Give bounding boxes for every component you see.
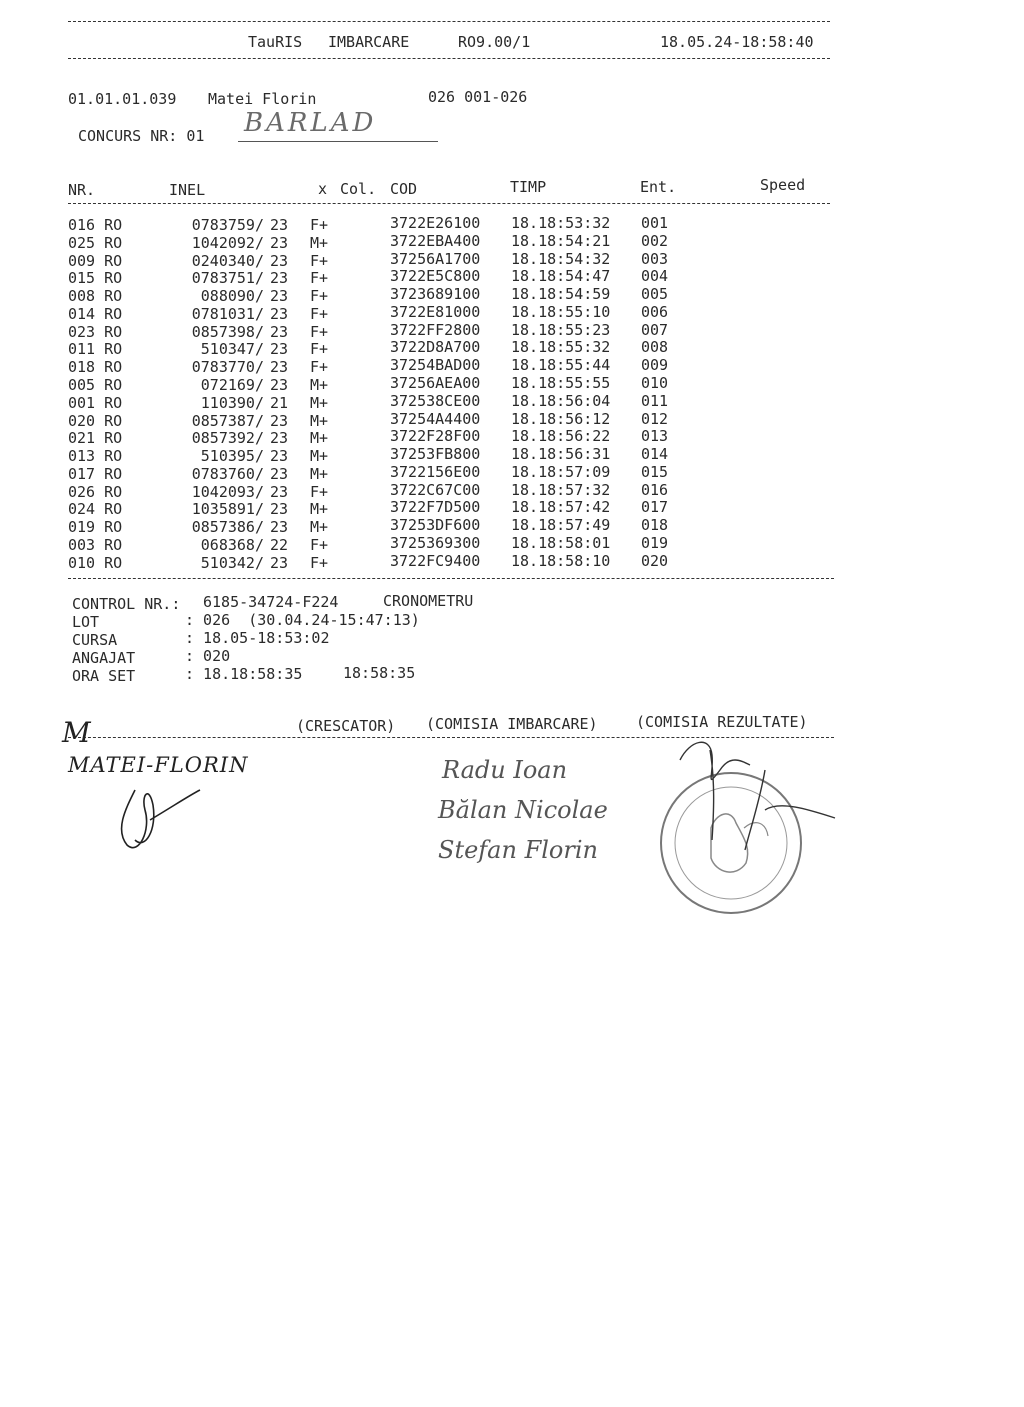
cell-cod: 3725369300 <box>390 534 481 553</box>
cell-year: 23 <box>270 233 289 252</box>
col-header-x: x <box>318 180 328 198</box>
cursa-label: CURSA <box>72 631 118 649</box>
top-rule-2 <box>68 58 830 59</box>
cell-nr: 008 RO <box>68 287 123 306</box>
cell-sex: M+ <box>310 233 329 252</box>
owner-signature-scribble <box>105 770 225 860</box>
cell-inel: 0240340/ <box>191 251 264 270</box>
cell-year: 23 <box>270 464 289 483</box>
cell-ent: 019 <box>641 534 669 553</box>
col-header-timp: TIMP <box>510 178 547 196</box>
report-code: RO9.00/1 <box>458 33 531 51</box>
cell-ent: 016 <box>641 480 669 499</box>
cell-timp: 18.18:55:32 <box>511 338 611 357</box>
cell-sex: M+ <box>310 411 329 430</box>
cell-nr: 011 RO <box>68 340 123 359</box>
cell-cod: 3722C67C00 <box>390 480 481 499</box>
cell-sex: F+ <box>310 287 329 306</box>
cell-inel: 088090/ <box>200 287 264 306</box>
committee-signature-scribble <box>670 730 850 900</box>
lot-label: LOT <box>72 613 100 631</box>
contest-place-handwritten: BARLAD <box>244 108 377 138</box>
cell-timp: 18.18:54:32 <box>511 249 611 268</box>
cell-inel: 0857386/ <box>191 518 264 537</box>
col-header-cod: COD <box>390 180 418 198</box>
cell-sex: F+ <box>310 304 329 323</box>
cell-ent: 004 <box>641 267 669 286</box>
cell-year: 23 <box>270 429 289 448</box>
cell-ent: 011 <box>641 391 669 410</box>
cell-nr: 001 RO <box>68 393 123 412</box>
cell-inel: 0857392/ <box>191 429 264 448</box>
cell-sex: F+ <box>310 251 329 270</box>
cell-timp: 18.18:57:09 <box>511 462 611 481</box>
cell-timp: 18.18:58:01 <box>511 534 611 553</box>
control-label: CONTROL NR.: <box>72 595 181 613</box>
table-bottom-rule <box>68 578 834 579</box>
cell-nr: 025 RO <box>68 233 123 252</box>
cell-year: 22 <box>270 536 289 555</box>
label-crescator: (CRESCATOR) <box>296 717 396 735</box>
cell-inel: 510395/ <box>200 447 264 466</box>
cell-cod: 3722F28F00 <box>390 427 481 446</box>
cell-year: 23 <box>270 304 289 323</box>
cell-timp: 18.18:56:31 <box>511 445 611 464</box>
cell-nr: 019 RO <box>68 518 123 537</box>
cell-nr: 003 RO <box>68 536 123 555</box>
cell-inel: 510347/ <box>200 340 264 359</box>
cell-ent: 007 <box>641 320 669 339</box>
cell-timp: 18.18:54:47 <box>511 267 611 286</box>
cell-inel: 1042093/ <box>191 482 264 501</box>
ora-set-label: ORA SET <box>72 667 136 685</box>
cell-year: 23 <box>270 482 289 501</box>
cell-nr: 014 RO <box>68 304 123 323</box>
cell-ent: 015 <box>641 462 669 481</box>
col-header-col: Col. <box>340 180 377 198</box>
owner-id: 01.01.01.039 <box>68 90 177 108</box>
cell-timp: 18.18:54:21 <box>511 231 611 250</box>
col-header-speed: Speed <box>760 176 806 194</box>
committee-name-2: Bălan Nicolae <box>438 796 608 824</box>
ora-set-value-2: 18:58:35 <box>343 664 416 682</box>
cell-cod: 37254BAD00 <box>390 356 481 375</box>
cell-cod: 37256A1700 <box>390 249 481 268</box>
cell-timp: 18.18:55:10 <box>511 302 611 321</box>
cell-cod: 372538CE00 <box>390 391 481 410</box>
contest-place-underline <box>238 141 438 142</box>
label-comisia-rezultate: (COMISIA REZULTATE) <box>636 713 808 731</box>
cell-inel: 110390/ <box>200 393 264 412</box>
cell-timp: 18.18:56:22 <box>511 427 611 446</box>
cell-cod: 3722FC9400 <box>390 551 481 570</box>
report-system: TauRIS <box>248 33 303 51</box>
cell-ent: 008 <box>641 338 669 357</box>
cell-sex: M+ <box>310 447 329 466</box>
cell-ent: 009 <box>641 356 669 375</box>
cell-cod: 37254A4400 <box>390 409 481 428</box>
cell-ent: 006 <box>641 302 669 321</box>
cell-year: 23 <box>270 322 289 341</box>
cell-ent: 017 <box>641 498 669 517</box>
cell-inel: 0781031/ <box>191 304 264 323</box>
cell-sex: F+ <box>310 216 329 234</box>
cell-inel: 0857387/ <box>191 411 264 430</box>
cell-inel: 0783770/ <box>191 358 264 377</box>
cell-year: 23 <box>270 251 289 270</box>
cell-cod: 3722E5C800 <box>390 267 481 286</box>
cell-year: 23 <box>270 287 289 306</box>
cell-timp: 18.18:57:32 <box>511 480 611 499</box>
cell-cod: 3722E26100 <box>390 214 481 232</box>
cell-nr: 013 RO <box>68 447 123 466</box>
report-printed-at: 18.05.24-18:58:40 <box>660 33 814 51</box>
cell-ent: 001 <box>641 214 669 232</box>
contest-label: CONCURS NR: 01 <box>78 127 205 145</box>
cell-sex: F+ <box>310 340 329 359</box>
cell-sex: M+ <box>310 376 329 395</box>
col-header-inel: INEL <box>169 181 206 199</box>
cell-nr: 009 RO <box>68 251 123 270</box>
cell-ent: 002 <box>641 231 669 250</box>
cell-ent: 010 <box>641 374 669 393</box>
cell-nr: 010 RO <box>68 553 123 572</box>
cell-nr: 005 RO <box>68 376 123 395</box>
owner-range: 026 001-026 <box>428 88 528 106</box>
cell-nr: 020 RO <box>68 411 123 430</box>
cell-ent: 014 <box>641 445 669 464</box>
cell-nr: 023 RO <box>68 322 123 341</box>
cell-year: 23 <box>270 553 289 572</box>
cell-cod: 3722F7D500 <box>390 498 481 517</box>
cell-inel: 1042092/ <box>191 233 264 252</box>
cell-year: 23 <box>270 447 289 466</box>
cell-timp: 18.18:55:23 <box>511 320 611 339</box>
cell-sex: M+ <box>310 429 329 448</box>
lot-value: : 026 (30.04.24-15:47:13) <box>185 611 420 629</box>
cell-sex: F+ <box>310 358 329 377</box>
top-rule-1 <box>68 21 830 22</box>
owner-initial-handwritten: M <box>62 716 91 749</box>
committee-name-3: Stefan Florin <box>438 836 598 864</box>
cell-timp: 18.18:54:59 <box>511 285 611 304</box>
cell-ent: 005 <box>641 285 669 304</box>
cell-sex: M+ <box>310 500 329 519</box>
cell-timp: 18.18:57:42 <box>511 498 611 517</box>
cell-cod: 3723689100 <box>390 285 481 304</box>
cell-ent: 018 <box>641 516 669 535</box>
cell-year: 23 <box>270 500 289 519</box>
cell-sex: F+ <box>310 269 329 288</box>
cursa-value: : 18.05-18:53:02 <box>185 629 330 647</box>
cell-cod: 3722EBA400 <box>390 231 481 250</box>
owner-name: Matei Florin <box>208 90 317 108</box>
cell-inel: 068368/ <box>200 536 264 555</box>
cell-timp: 18.18:55:44 <box>511 356 611 375</box>
cell-sex: M+ <box>310 464 329 483</box>
cell-sex: M+ <box>310 518 329 537</box>
cell-sex: F+ <box>310 553 329 572</box>
control-value: 6185-34724-F224 <box>203 593 339 611</box>
cell-cod: 3722D8A700 <box>390 338 481 357</box>
cell-inel: 1035891/ <box>191 500 264 519</box>
cell-year: 21 <box>270 393 289 412</box>
cell-ent: 003 <box>641 249 669 268</box>
cell-inel: 0783760/ <box>191 464 264 483</box>
cell-year: 23 <box>270 411 289 430</box>
cell-year: 23 <box>270 376 289 395</box>
cell-nr: 024 RO <box>68 500 123 519</box>
cell-year: 23 <box>270 340 289 359</box>
cell-nr: 021 RO <box>68 429 123 448</box>
cell-year: 23 <box>270 358 289 377</box>
cell-sex: M+ <box>310 393 329 412</box>
cell-cod: 37256AEA00 <box>390 374 481 393</box>
header-rule <box>68 203 830 204</box>
report-mode: IMBARCARE <box>328 33 410 51</box>
cell-inel: 510342/ <box>200 553 264 572</box>
cell-sex: F+ <box>310 322 329 341</box>
cell-inel: 0857398/ <box>191 322 264 341</box>
cell-sex: F+ <box>310 482 329 501</box>
cell-ent: 013 <box>641 427 669 446</box>
cell-cod: 3722156E00 <box>390 462 481 481</box>
angajat-label: ANGAJAT <box>72 649 136 667</box>
cell-inel: 0783751/ <box>191 269 264 288</box>
cell-cod: 3722FF2800 <box>390 320 481 339</box>
cell-inel: 0783759/ <box>191 216 264 234</box>
cell-cod: 37253DF600 <box>390 516 481 535</box>
cell-inel: 072169/ <box>200 376 264 395</box>
cell-timp: 18.18:58:10 <box>511 551 611 570</box>
cell-timp: 18.18:53:32 <box>511 214 611 232</box>
cell-nr: 017 RO <box>68 464 123 483</box>
col-header-ent: Ent. <box>640 178 677 196</box>
cell-nr: 016 RO <box>68 216 123 234</box>
cell-sex: F+ <box>310 536 329 555</box>
cell-timp: 18.18:56:12 <box>511 409 611 428</box>
ora-set-value: : 18.18:58:35 <box>185 665 303 683</box>
committee-name-1: Radu Ioan <box>442 756 568 784</box>
cronometru-label: CRONOMETRU <box>383 592 474 610</box>
cell-cod: 3722E81000 <box>390 302 481 321</box>
cell-year: 23 <box>270 269 289 288</box>
cell-ent: 012 <box>641 409 669 428</box>
cell-nr: 015 RO <box>68 269 123 288</box>
cell-year: 23 <box>270 518 289 537</box>
cell-year: 23 <box>270 216 289 234</box>
cell-nr: 018 RO <box>68 358 123 377</box>
cell-cod: 37253FB800 <box>390 445 481 464</box>
owner-name-handwritten: MATEI-FLORIN <box>68 753 249 777</box>
cell-nr: 026 RO <box>68 482 123 501</box>
cell-ent: 020 <box>641 551 669 570</box>
label-comisia-imbarcare: (COMISIA IMBARCARE) <box>426 715 598 733</box>
cell-timp: 18.18:57:49 <box>511 516 611 535</box>
col-header-nr: NR. <box>68 181 96 199</box>
cell-timp: 18.18:56:04 <box>511 391 611 410</box>
angajat-value: : 020 <box>185 647 231 665</box>
cell-timp: 18.18:55:55 <box>511 374 611 393</box>
